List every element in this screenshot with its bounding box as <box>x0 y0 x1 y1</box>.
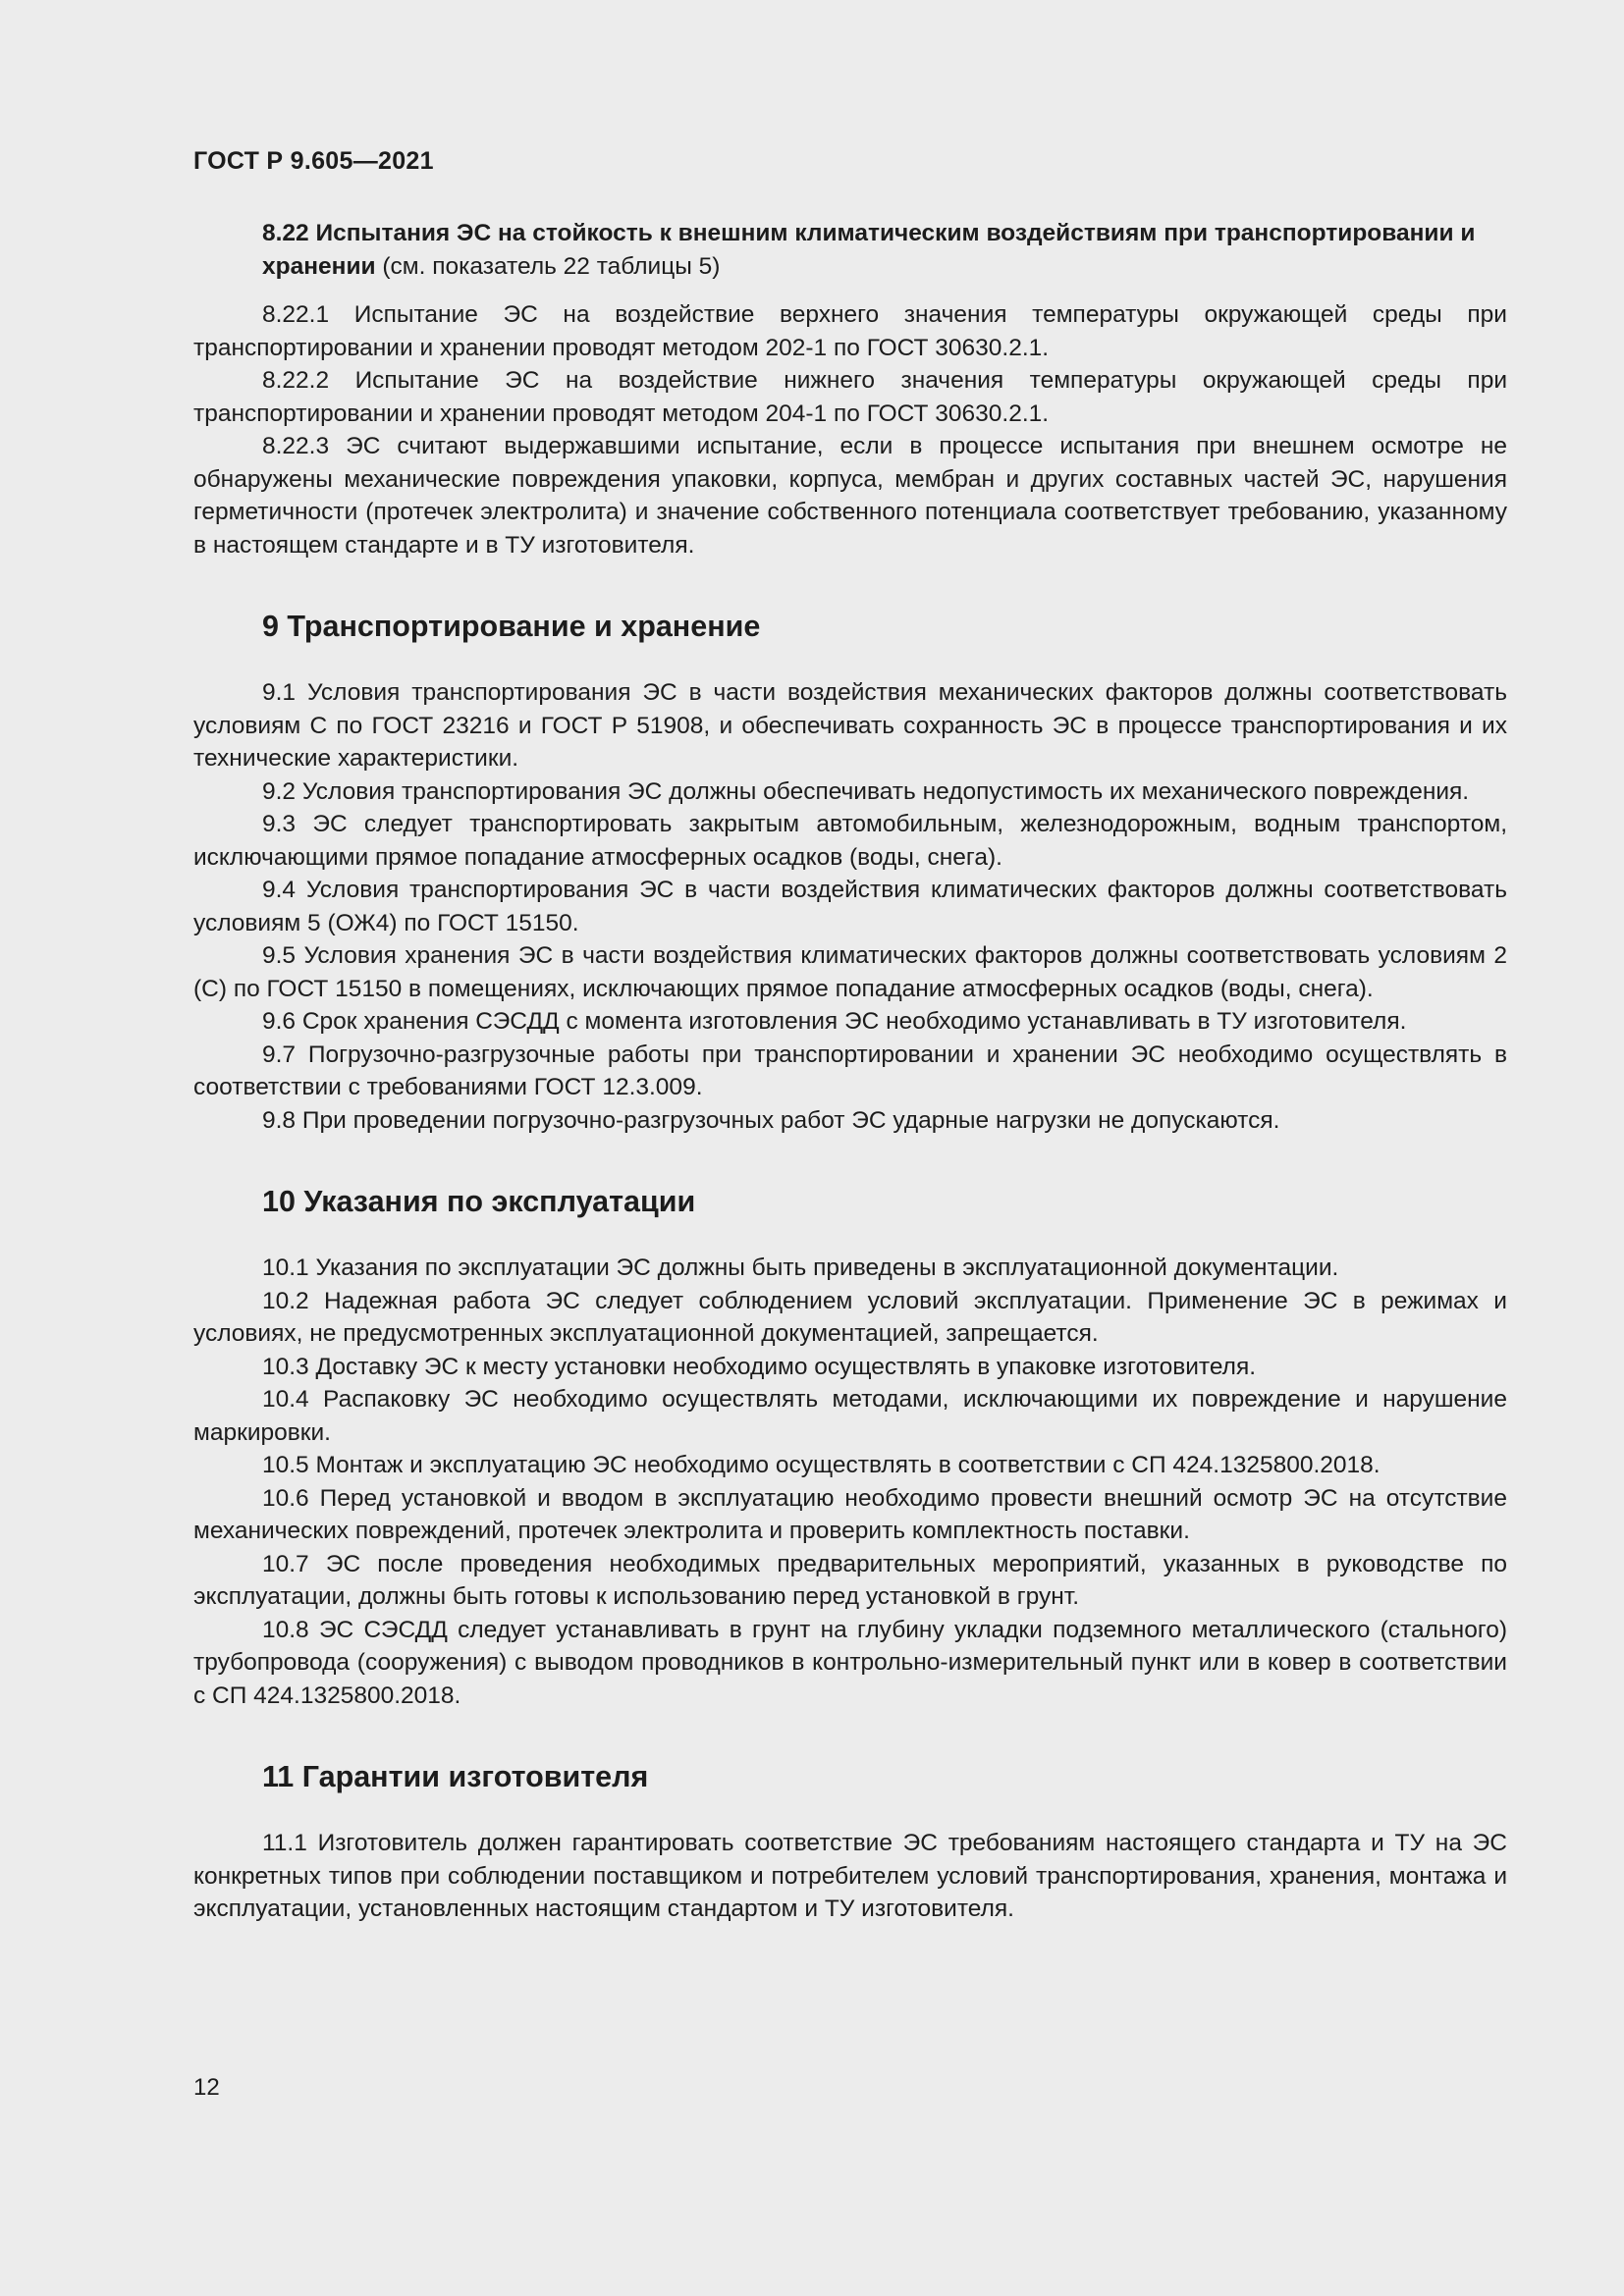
paragraph: 10.5 Монтаж и эксплуатацию ЭС необходимо осуществлять в соответствии с СП 424.1325800.2018. <box>262 1452 1380 1478</box>
paragraph: 9.4 Условия транспортирования ЭС в части воздействия климатических факторов должны соответствовать условиям 5 (ОЖ4) по ГОСТ 15150. <box>193 877 1507 936</box>
paragraph: 9.6 Срок хранения СЭСДД с момента изготовления ЭС необходимо устанавливать в ТУ изготовителя. <box>262 1008 1407 1035</box>
paragraph: 8.22.1 Испытание ЭС на воздействие верхнего значения температуры окружающей среды при транспортировании и хранении проводят методом 202-1 по ГОСТ 30630.2.1. <box>193 301 1507 361</box>
paragraph: 9.5 Условия хранения ЭС в части воздействия климатических факторов должны соответствовать условиям 2 (С) по ГОСТ 15150 в помещениях, исключающих прямое попадание атмосферных осадков (воды, снега). <box>193 942 1507 1002</box>
paragraph: 10.3 Доставку ЭС к месту установки необходимо осуществлять в упаковке изготовителя. <box>262 1353 1257 1380</box>
page-number: 12 <box>193 2074 220 2101</box>
paragraph: 10.2 Надежная работа ЭС следует соблюдением условий эксплуатации. Применение ЭС в режимах и условиях, не предусмотренных эксплуатационной документацией, запрещается. <box>193 1287 1507 1347</box>
paragraph: 9.2 Условия транспортирования ЭС должны обеспечивать недопустимость их механического повреждения. <box>262 777 1470 805</box>
paragraph: 11.1 Изготовитель должен гарантировать соответствие ЭС требованиям настоящего стандарта и ТУ на ЭС конкретных типов при соблюдении поставщиком и потребителем условий транспортирования, хранения, монтажа и эксплуатации, установленных настоящим стандартом и ТУ изготовителя. <box>193 1830 1507 1922</box>
paragraph: 10.8 ЭС СЭСДД следует устанавливать в грунт на глубину укладки подземного металлического (стального) трубопровода (сооружения) с выводом проводников в контрольно-измерительный пункт или в ковер в соответствии с СП 424.1325800.2018. <box>193 1616 1507 1709</box>
paragraph: 10.7 ЭС после проведения необходимых предварительных мероприятий, указанных в руководстве по эксплуатации, должны быть готовы к использованию перед установкой в грунт. <box>193 1550 1507 1610</box>
subsection-heading-note: (см. показатель 22 таблицы 5) <box>375 252 721 280</box>
paragraph: 8.22.2 Испытание ЭС на воздействие нижнего значения температуры окружающей среды при транспортировании и хранении проводят методом 204-1 по ГОСТ 30630.2.1. <box>193 367 1507 427</box>
document-header: ГОСТ Р 9.605—2021 <box>193 147 434 175</box>
subsection-heading-bold: 8.22 Испытания ЭС на стойкость к внешним климатическим воздействиям при транспортировании и хранении <box>262 220 1476 280</box>
section-title-11: 11 Гарантии изготовителя <box>262 1760 649 1793</box>
paragraph: 8.22.3 ЭС считают выдержавшими испытание, если в процессе испытания при внешнем осмотре не обнаружены механические повреждения упаковки, корпуса, мембран и других составных частей ЭС, нарушения герметичности (протечек электролита) и значение собственного потенциала соответствует требованию, указанному в настоящем стандарте и в ТУ изготовителя. <box>193 433 1507 559</box>
subsection-heading-8-22 <box>193 217 1507 283</box>
paragraph: 9.1 Условия транспортирования ЭС в части воздействия механических факторов должны соответствовать условиям С по ГОСТ 23216 и ГОСТ Р 51908, и обеспечивать сохранность ЭС в процессе транспортирования и их технические характеристики. <box>193 679 1507 772</box>
paragraph: 9.8 При проведении погрузочно-разгрузочных работ ЭС ударные нагрузки не допускаются. <box>262 1106 1280 1134</box>
document-page <box>193 147 1507 1926</box>
paragraph: 9.3 ЭС следует транспортировать закрытым автомобильным, железнодорожным, водным транспортом, исключающими прямое попадание атмосферных осадков (воды, снега). <box>193 811 1507 871</box>
paragraph: 10.1 Указания по эксплуатации ЭС должны быть приведены в эксплуатационной документации. <box>262 1255 1339 1281</box>
paragraph: 10.4 Распаковку ЭС необходимо осуществлять методами, исключающими их повреждение и нарушение маркировки. <box>193 1386 1507 1446</box>
paragraph: 9.7 Погрузочно-разгрузочные работы при транспортировании и хранении ЭС необходимо осуществлять в соответствии с требованиями ГОСТ 12.3.009. <box>193 1041 1507 1100</box>
section-title-10: 10 Указания по эксплуатации <box>262 1185 696 1218</box>
paragraph: 10.6 Перед установкой и вводом в эксплуатацию необходимо провести внешний осмотр ЭС на отсутствие механических повреждений, протечек электролита и проверить комплектность поставки. <box>193 1484 1507 1544</box>
section-title-9: 9 Транспортирование и хранение <box>262 610 761 643</box>
